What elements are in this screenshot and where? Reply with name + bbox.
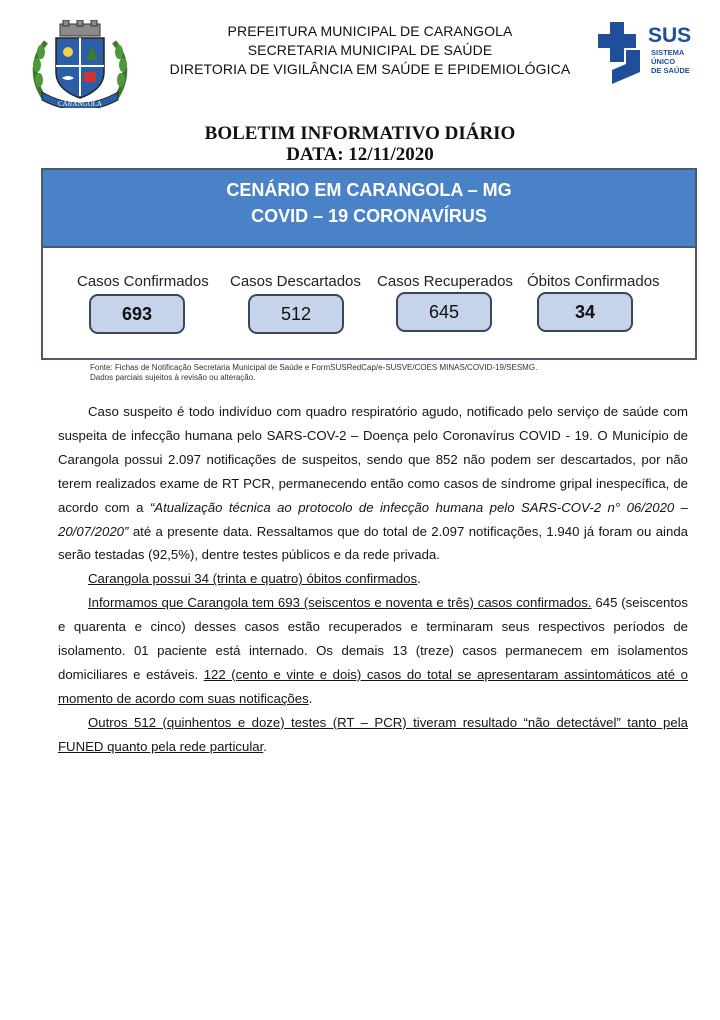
- sus-logo-sub3: DE SAÚDE: [651, 66, 690, 75]
- sus-logo-sub2: ÚNICO: [651, 57, 676, 66]
- header-institution: [140, 22, 600, 79]
- banner-title: CENÁRIO EM CARANGOLA – MG: [226, 180, 512, 200]
- covid-scenario-panel: [41, 168, 697, 360]
- header-line-prefeitura: PREFEITURA MUNICIPAL DE CARANGOLA: [227, 23, 513, 39]
- p1-protocol-reference: “Atualização técnica ao protocolo de infecção humana pelo SARS-COV-2 n° 06/2020 – 20/07/2020”: [58, 499, 689, 539]
- bulletin-title: BOLETIM INFORMATIVO DIÁRIO: [204, 123, 516, 144]
- p2-deaths-text: Carangola possui 34 (trinta e quatro) óbitos confirmados: [88, 571, 418, 587]
- bulletin-body: [58, 400, 688, 759]
- sus-logo-text: SUS: [648, 24, 692, 47]
- sus-logo: [596, 22, 696, 86]
- p3-recovered-text: 645 (seiscentos e quarenta e cinco) desses casos estão recuperados e terminaram seus respectivos períodos de isolamento. 01 paciente está internado. Os demais 13 (treze) casos permanecem em isolamentos domiciliares e estáveis.: [58, 595, 688, 682]
- header-line-secretaria: SECRETARIA MUNICIPAL DE SAÚDE: [247, 42, 493, 58]
- p3-asymptomatic-text: 122 (cento e vinte e dois) casos do total se apresentaram assintomáticos até o momento de acordo com suas notificações: [58, 666, 688, 706]
- p3-end: .: [308, 690, 313, 706]
- label-casos-descartados: Casos Descartados: [230, 273, 361, 290]
- p4-end: .: [263, 738, 267, 754]
- value-casos-confirmados: 693: [89, 294, 185, 334]
- panel-banner: [43, 170, 695, 248]
- bulletin-date: DATA: 12/11/2020: [286, 144, 434, 165]
- value-obitos-confirmados: 34: [537, 292, 633, 332]
- paragraph-suspect-cases: [58, 400, 688, 567]
- p3-confirmed-text: Informamos que Carangola tem 693 (seiscentos e noventa e três) casos confirmados.: [88, 595, 592, 611]
- label-casos-recuperados: Casos Recuperados: [377, 273, 513, 290]
- p1-text-a: Caso suspeito é todo indivíduo com quadro respiratório agudo, notificado pelo serviço de saúde com suspeita de infecção humana pelo SARS-COV-2 – Doença pelo Coronavírus COVID - 19. O Município de Carangola possui 2.097 notificações de suspeitos, sendo que 852 não podem ser descartados, por não terem realizados exame de RT PCR, permanecendo então como casos de síndrome gripal inespecífica, de acordo com a: [58, 404, 688, 515]
- source-line: Fonte: Fichas de Notificação Secretaria Municipal de Saúde e FormSUSRedCap/e-SUSVE/COES MINAS/COVID-19/SESMG.: [90, 363, 538, 372]
- paragraph-discarded: [58, 711, 688, 759]
- p4-discarded-text: Outros 512 (quinhentos e doze) testes (RT – PCR) tiveram resultado “não detectável” tanto pela FUNED quanto pela rede particular: [58, 714, 688, 754]
- header-line-diretoria: DIRETORIA DE VIGILÂNCIA EM SAÚDE E EPIDEMIOLÓGICA: [169, 61, 571, 77]
- paragraph-confirmed: [58, 591, 688, 711]
- paragraph-deaths: [58, 567, 688, 591]
- label-obitos-confirmados: Óbitos Confirmados: [527, 273, 660, 290]
- source-note: [90, 363, 690, 383]
- municipal-crest: [30, 20, 130, 108]
- value-casos-recuperados: 645: [396, 292, 492, 332]
- crest-ribbon-text: CARANGOLA: [58, 100, 102, 108]
- p1-text-b: até a presente data. Ressaltamos que do total de 2.097 notificações, 1.940 já foram ou ainda serão testadas (92,5%), dentre testes públicos e da rede privada.: [58, 523, 688, 563]
- banner-subtitle: COVID – 19 CORONAVÍRUS: [251, 206, 487, 226]
- sus-logo-sub1: SISTEMA: [651, 48, 685, 57]
- disclaimer-line: Dados parciais sujeitos à revisão ou alteração.: [90, 373, 256, 382]
- label-casos-confirmados: Casos Confirmados: [77, 273, 209, 290]
- value-casos-descartados: 512: [248, 294, 344, 334]
- p2-end: .: [417, 571, 421, 587]
